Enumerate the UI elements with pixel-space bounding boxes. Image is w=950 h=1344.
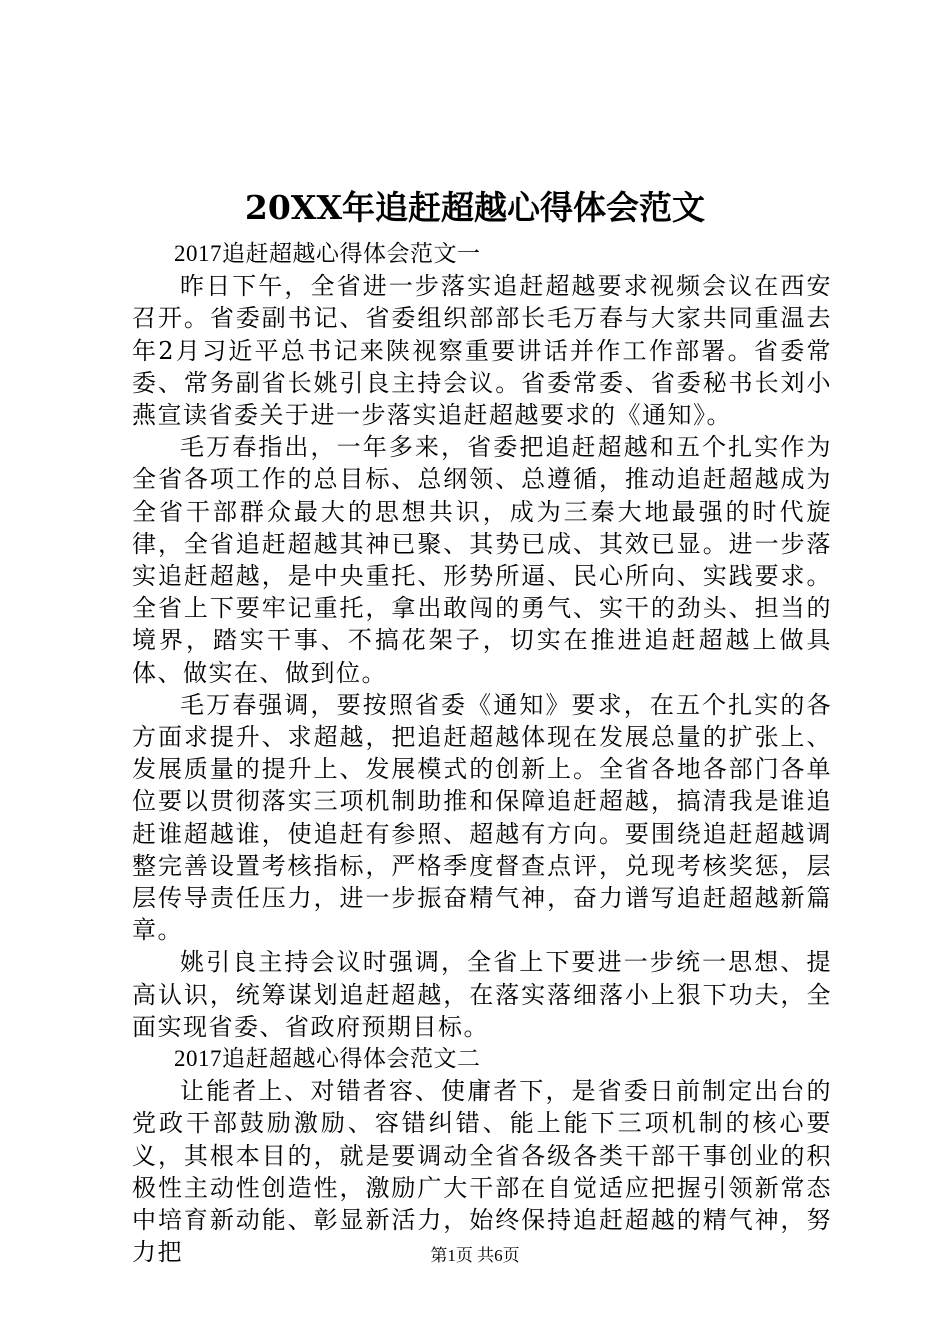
document-title: 20XX年追赶超越心得体会范文 bbox=[244, 188, 706, 227]
paragraph: 让能者上、对错者容、使庸者下，是省委日前制定出台的党政干部鼓励激励、容错纠错、能上能下三项机制的核心要义，其根本目的，就是要调动全省各级各类干部干事创业的积极性主动性创造性，激励广大干部在自觉适应把握引领新常态中培育新动能、彰显新活力，始终保持追赶超越的精气神，努力把 bbox=[132, 1077, 832, 1267]
page-footer: 第1页 共6页 bbox=[430, 1246, 520, 1265]
paragraph: 姚引良主持会议时强调，全省上下要进一步统一思想、提高认识，统筹谋划追赶超越，在落实落细落小上狠下功夫，全面实现省委、省政府预期目标。 bbox=[132, 948, 832, 1041]
document-body bbox=[132, 238, 832, 1269]
section-heading-2: 2017追赶超越心得体会范文二 bbox=[174, 1046, 481, 1072]
paragraph: 昨日下午，全省进一步落实追赶超越要求视频会议在西安召开。省委副书记、省委组织部部长毛万春与大家共同重温去年2月习近平总书记来陕视察重要讲话并作工作部署。省委常委、常务副省长姚引良主持会议。省委常委、省委秘书长刘小燕宣读省委关于进一步落实追赶超越要求的《通知》。 bbox=[132, 272, 832, 430]
paragraph: 毛万春指出，一年多来，省委把追赶超越和五个扎实作为全省各项工作的总目标、总纲领、总遵循，推动追赶超越成为全省干部群众最大的思想共识，成为三秦大地最强的时代旋律，全省追赶超越其神已聚、其势已成、其效已显。进一步落实追赶超越，是中央重托、形势所逼、民心所向、实践要求。全省上下要牢记重托，拿出敢闯的勇气、实干的劲头、担当的境界，踏实干事、不搞花架子，切实在推进追赶超越上做具体、做实在、做到位。 bbox=[132, 433, 832, 687]
paragraph: 毛万春强调，要按照省委《通知》要求，在五个扎实的各方面求提升、求超越，把追赶超越体现在发展总量的扩张上、发展质量的提升上、发展模式的创新上。全省各地各部门各单位要以贯彻落实三项机制助推和保障追赶超越，搞清我是谁追赶谁超越谁，使追赶有参照、超越有方向。要围绕追赶超越调整完善设置考核指标，严格季度督查点评，兑现考核奖惩，层层传导责任压力，进一步振奋精气神，奋力谱写追赶超越新篇章。 bbox=[132, 690, 832, 945]
section-heading-1: 2017追赶超越心得体会范文一 bbox=[174, 241, 481, 266]
